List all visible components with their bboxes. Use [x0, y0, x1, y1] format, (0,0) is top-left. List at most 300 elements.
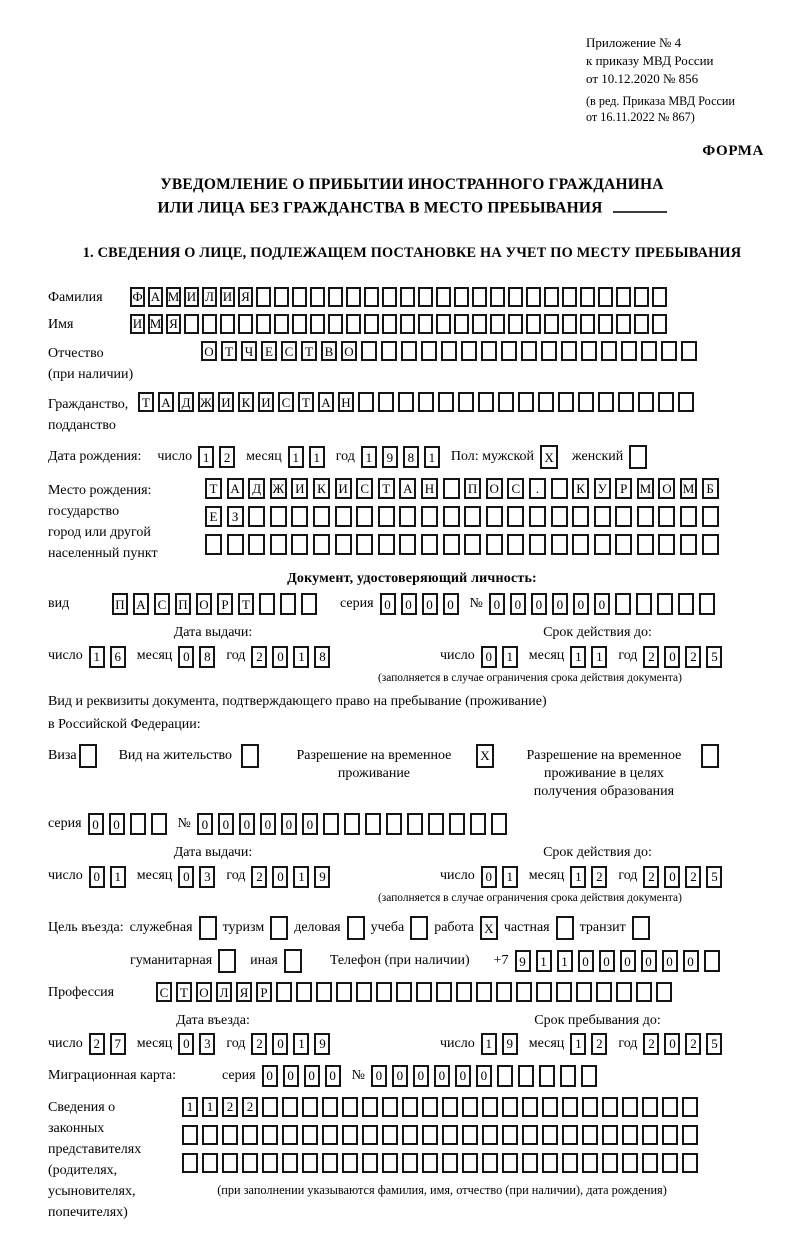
char-box[interactable]	[130, 813, 146, 835]
char-box[interactable]	[578, 392, 594, 412]
char-box[interactable]: Я	[236, 982, 252, 1002]
char-box[interactable]	[282, 1125, 298, 1145]
char-box[interactable]	[638, 392, 654, 412]
char-box[interactable]: 0	[664, 1033, 680, 1055]
char-box[interactable]: И	[291, 478, 308, 499]
char-box[interactable]: 0	[489, 593, 505, 615]
char-box[interactable]: 0	[620, 950, 636, 972]
char-box[interactable]: 9	[314, 1033, 330, 1055]
char-box[interactable]	[443, 506, 460, 527]
char-box[interactable]	[381, 341, 397, 361]
char-box[interactable]	[538, 392, 554, 412]
purpose-commercial-checkbox[interactable]	[347, 916, 365, 940]
char-box[interactable]: И	[335, 478, 352, 499]
char-box[interactable]: 0	[422, 593, 438, 615]
char-box[interactable]: 1	[570, 646, 586, 668]
char-box[interactable]	[572, 534, 589, 555]
char-box[interactable]	[256, 287, 271, 307]
char-box[interactable]	[581, 1065, 597, 1087]
purpose-tourism-checkbox[interactable]	[270, 916, 288, 940]
char-box[interactable]	[498, 392, 514, 412]
char-box[interactable]	[220, 314, 235, 334]
char-box[interactable]	[551, 506, 568, 527]
char-box[interactable]: 3	[199, 1033, 215, 1055]
char-box[interactable]	[516, 982, 532, 1002]
char-box[interactable]	[642, 1097, 658, 1117]
char-box[interactable]: Т	[298, 392, 314, 412]
residence-number-boxes[interactable]	[197, 813, 512, 835]
char-box[interactable]	[634, 314, 649, 334]
char-box[interactable]: К	[313, 478, 330, 499]
birthplace-row2[interactable]	[205, 506, 723, 527]
char-box[interactable]: А	[158, 392, 174, 412]
valid-year-boxes[interactable]	[643, 866, 727, 888]
char-box[interactable]	[356, 506, 373, 527]
char-box[interactable]: 0	[664, 866, 680, 888]
char-box[interactable]	[662, 1097, 678, 1117]
char-box[interactable]: 1	[570, 866, 586, 888]
char-box[interactable]: 0	[380, 593, 396, 615]
char-box[interactable]	[205, 534, 222, 555]
char-box[interactable]	[652, 314, 667, 334]
char-box[interactable]	[421, 506, 438, 527]
char-box[interactable]	[361, 341, 377, 361]
char-box[interactable]: Ч	[241, 341, 257, 361]
char-box[interactable]	[436, 314, 451, 334]
char-box[interactable]	[701, 744, 719, 768]
entry-year-boxes[interactable]	[251, 1033, 335, 1055]
char-box[interactable]: Т	[176, 982, 192, 1002]
char-box[interactable]: М	[166, 287, 181, 307]
char-box[interactable]	[621, 341, 637, 361]
char-box[interactable]	[382, 1097, 398, 1117]
char-box[interactable]: С	[356, 478, 373, 499]
char-box[interactable]	[296, 982, 312, 1002]
char-box[interactable]	[522, 1097, 538, 1117]
char-box[interactable]	[637, 506, 654, 527]
char-box[interactable]: 1	[557, 950, 573, 972]
char-box[interactable]: 0	[371, 1065, 387, 1087]
char-box[interactable]: О	[196, 982, 212, 1002]
char-box[interactable]: 1	[182, 1097, 198, 1117]
birth-day-boxes[interactable]	[198, 446, 240, 468]
char-box[interactable]: 8	[403, 446, 419, 468]
char-box[interactable]	[382, 1125, 398, 1145]
char-box[interactable]	[274, 287, 289, 307]
char-box[interactable]: 0	[641, 950, 657, 972]
char-box[interactable]	[561, 341, 577, 361]
char-box[interactable]: Т	[378, 478, 395, 499]
char-box[interactable]	[291, 534, 308, 555]
char-box[interactable]: 0	[239, 813, 255, 835]
char-box[interactable]	[657, 593, 673, 615]
char-box[interactable]: 0	[434, 1065, 450, 1087]
char-box[interactable]	[482, 1125, 498, 1145]
char-box[interactable]	[328, 314, 343, 334]
char-box[interactable]	[182, 1125, 198, 1145]
char-box[interactable]: 0	[476, 1065, 492, 1087]
char-box[interactable]: Р	[615, 478, 632, 499]
char-box[interactable]: Т	[221, 341, 237, 361]
char-box[interactable]: 0	[272, 866, 288, 888]
char-box[interactable]: 0	[481, 866, 497, 888]
char-box[interactable]	[472, 287, 487, 307]
char-box[interactable]	[704, 950, 720, 972]
char-box[interactable]	[291, 506, 308, 527]
char-box[interactable]: 8	[314, 646, 330, 668]
char-box[interactable]	[508, 287, 523, 307]
char-box[interactable]	[602, 1125, 618, 1145]
valid-month-boxes[interactable]	[570, 866, 612, 888]
char-box[interactable]: Т	[301, 341, 317, 361]
char-box[interactable]	[522, 1125, 538, 1145]
char-box[interactable]	[582, 1125, 598, 1145]
birth-month-boxes[interactable]	[288, 446, 330, 468]
char-box[interactable]	[222, 1125, 238, 1145]
char-box[interactable]: Ж	[270, 478, 287, 499]
char-box[interactable]	[507, 534, 524, 555]
char-box[interactable]	[551, 478, 568, 499]
char-box[interactable]: 0	[178, 1033, 194, 1055]
char-box[interactable]	[346, 287, 361, 307]
char-box[interactable]: 2	[89, 1033, 105, 1055]
char-box[interactable]	[184, 314, 199, 334]
char-box[interactable]: С	[156, 982, 172, 1002]
char-box[interactable]: .	[529, 478, 546, 499]
char-box[interactable]: У	[594, 478, 611, 499]
char-box[interactable]	[301, 593, 317, 615]
char-box[interactable]	[502, 1097, 518, 1117]
char-box[interactable]: К	[572, 478, 589, 499]
profession-boxes[interactable]	[156, 982, 676, 1002]
char-box[interactable]	[661, 341, 677, 361]
char-box[interactable]	[702, 506, 719, 527]
char-box[interactable]: Я	[166, 314, 181, 334]
char-box[interactable]	[310, 314, 325, 334]
char-box[interactable]	[398, 392, 414, 412]
representatives-row2[interactable]	[182, 1125, 702, 1145]
char-box[interactable]	[536, 982, 552, 1002]
char-box[interactable]	[637, 534, 654, 555]
char-box[interactable]	[241, 744, 259, 768]
char-box[interactable]: 0	[197, 813, 213, 835]
char-box[interactable]	[364, 314, 379, 334]
char-box[interactable]: 0	[664, 646, 680, 668]
char-box[interactable]: 0	[88, 813, 104, 835]
char-box[interactable]	[481, 341, 497, 361]
residence-series-boxes[interactable]	[88, 813, 172, 835]
char-box[interactable]	[402, 1125, 418, 1145]
char-box[interactable]: 1	[202, 1097, 218, 1117]
char-box[interactable]	[542, 1097, 558, 1117]
char-box[interactable]	[508, 314, 523, 334]
char-box[interactable]: 9	[382, 446, 398, 468]
sex-female-checkbox[interactable]	[629, 445, 647, 469]
char-box[interactable]: Б	[702, 478, 719, 499]
char-box[interactable]: 0	[599, 950, 615, 972]
char-box[interactable]: И	[130, 314, 145, 334]
char-box[interactable]	[622, 1125, 638, 1145]
char-box[interactable]	[378, 534, 395, 555]
sex-male-checkbox[interactable]	[540, 445, 558, 469]
char-box[interactable]	[313, 534, 330, 555]
char-box[interactable]	[322, 1097, 338, 1117]
char-box[interactable]	[401, 341, 417, 361]
char-box[interactable]	[562, 1097, 578, 1117]
doc-series-boxes[interactable]	[380, 593, 464, 615]
char-box[interactable]	[556, 982, 572, 1002]
issue-day-boxes[interactable]	[89, 646, 131, 668]
char-box[interactable]: 8	[199, 646, 215, 668]
char-box[interactable]	[328, 287, 343, 307]
char-box[interactable]	[478, 392, 494, 412]
char-box[interactable]: 0	[281, 813, 297, 835]
char-box[interactable]: 0	[392, 1065, 408, 1087]
char-box[interactable]	[622, 1097, 638, 1117]
temp-residence-education-checkbox[interactable]	[701, 744, 719, 768]
char-box[interactable]	[356, 982, 372, 1002]
char-box[interactable]: А	[148, 287, 163, 307]
char-box[interactable]	[616, 287, 631, 307]
char-box[interactable]	[441, 341, 457, 361]
char-box[interactable]	[282, 1097, 298, 1117]
char-box[interactable]: X	[476, 744, 494, 768]
char-box[interactable]	[416, 982, 432, 1002]
char-box[interactable]	[542, 1125, 558, 1145]
entry-month-boxes[interactable]	[178, 1033, 220, 1055]
purpose-humanitarian-checkbox[interactable]	[218, 949, 236, 973]
char-box[interactable]	[496, 982, 512, 1002]
purpose-other-checkbox[interactable]	[284, 949, 302, 973]
char-box[interactable]	[342, 1125, 358, 1145]
char-box[interactable]	[302, 1125, 318, 1145]
char-box[interactable]	[539, 1065, 555, 1087]
char-box[interactable]	[560, 1065, 576, 1087]
char-box[interactable]: 0	[413, 1065, 429, 1087]
char-box[interactable]: Д	[178, 392, 194, 412]
char-box[interactable]	[442, 1097, 458, 1117]
char-box[interactable]: 0	[401, 593, 417, 615]
char-box[interactable]	[594, 534, 611, 555]
char-box[interactable]: Р	[256, 982, 272, 1002]
char-box[interactable]	[462, 1097, 478, 1117]
char-box[interactable]: 0	[481, 646, 497, 668]
char-box[interactable]	[259, 593, 275, 615]
char-box[interactable]	[396, 982, 412, 1002]
char-box[interactable]	[615, 593, 631, 615]
char-box[interactable]	[486, 534, 503, 555]
char-box[interactable]: 2	[219, 446, 235, 468]
char-box[interactable]	[356, 534, 373, 555]
char-box[interactable]: 2	[222, 1097, 238, 1117]
char-box[interactable]: И	[220, 287, 235, 307]
char-box[interactable]: 2	[242, 1097, 258, 1117]
issue-month-boxes[interactable]	[178, 646, 220, 668]
char-box[interactable]	[526, 287, 541, 307]
char-box[interactable]: 2	[685, 866, 701, 888]
char-box[interactable]: О	[341, 341, 357, 361]
char-box[interactable]	[376, 982, 392, 1002]
char-box[interactable]: Т	[205, 478, 222, 499]
char-box[interactable]: 1	[288, 446, 304, 468]
char-box[interactable]: 5	[706, 866, 722, 888]
valid-day-boxes[interactable]	[481, 646, 523, 668]
char-box[interactable]: 1	[502, 866, 518, 888]
char-box[interactable]: Д	[248, 478, 265, 499]
entry-day-boxes[interactable]	[89, 1033, 131, 1055]
char-box[interactable]	[598, 287, 613, 307]
char-box[interactable]: С	[154, 593, 170, 615]
char-box[interactable]	[529, 534, 546, 555]
char-box[interactable]	[556, 916, 574, 940]
char-box[interactable]: 2	[685, 1033, 701, 1055]
char-box[interactable]: С	[507, 478, 524, 499]
char-box[interactable]: Я	[238, 287, 253, 307]
char-box[interactable]	[151, 813, 167, 835]
char-box[interactable]: Т	[138, 392, 154, 412]
char-box[interactable]	[238, 314, 253, 334]
char-box[interactable]: 0	[272, 1033, 288, 1055]
purpose-study-checkbox[interactable]	[410, 916, 428, 940]
purpose-business-checkbox[interactable]	[199, 916, 217, 940]
char-box[interactable]: П	[112, 593, 128, 615]
char-box[interactable]: М	[148, 314, 163, 334]
stay-year-boxes[interactable]	[643, 1033, 727, 1055]
purpose-transit-checkbox[interactable]	[632, 916, 650, 940]
char-box[interactable]: X	[540, 445, 558, 469]
visa-checkbox[interactable]	[79, 744, 97, 768]
char-box[interactable]	[594, 506, 611, 527]
char-box[interactable]	[262, 1097, 278, 1117]
char-box[interactable]: 2	[591, 1033, 607, 1055]
char-box[interactable]	[464, 534, 481, 555]
char-box[interactable]	[454, 314, 469, 334]
char-box[interactable]	[491, 813, 507, 835]
char-box[interactable]	[418, 392, 434, 412]
firstname-boxes[interactable]	[130, 314, 670, 334]
char-box[interactable]: 0	[218, 813, 234, 835]
char-box[interactable]	[497, 1065, 513, 1087]
char-box[interactable]	[678, 593, 694, 615]
char-box[interactable]: 0	[325, 1065, 341, 1087]
char-box[interactable]	[616, 314, 631, 334]
char-box[interactable]: О	[196, 593, 212, 615]
char-box[interactable]: И	[258, 392, 274, 412]
char-box[interactable]	[421, 534, 438, 555]
char-box[interactable]	[601, 341, 617, 361]
char-box[interactable]: А	[133, 593, 149, 615]
char-box[interactable]	[292, 287, 307, 307]
char-box[interactable]: 1	[481, 1033, 497, 1055]
birth-year-boxes[interactable]	[361, 446, 445, 468]
char-box[interactable]	[335, 534, 352, 555]
char-box[interactable]	[682, 1125, 698, 1145]
char-box[interactable]	[558, 392, 574, 412]
char-box[interactable]	[456, 982, 472, 1002]
char-box[interactable]	[632, 916, 650, 940]
birthplace-row3[interactable]	[205, 534, 723, 555]
char-box[interactable]: 1	[110, 866, 126, 888]
char-box[interactable]	[562, 1125, 578, 1145]
char-box[interactable]	[399, 534, 416, 555]
char-box[interactable]	[502, 1125, 518, 1145]
char-box[interactable]	[79, 744, 97, 768]
char-box[interactable]	[562, 314, 577, 334]
patronymic-boxes[interactable]	[201, 341, 701, 361]
char-box[interactable]: 6	[110, 646, 126, 668]
char-box[interactable]	[227, 534, 244, 555]
char-box[interactable]	[662, 1125, 678, 1145]
char-box[interactable]	[544, 287, 559, 307]
char-box[interactable]: 5	[706, 646, 722, 668]
char-box[interactable]	[410, 916, 428, 940]
char-box[interactable]	[680, 534, 697, 555]
char-box[interactable]: 2	[643, 646, 659, 668]
residence-permit-checkbox[interactable]	[241, 744, 259, 768]
char-box[interactable]	[576, 982, 592, 1002]
birthplace-row1[interactable]	[205, 478, 723, 499]
issue-year-boxes[interactable]	[251, 646, 335, 668]
char-box[interactable]	[364, 287, 379, 307]
char-box[interactable]: 0	[178, 866, 194, 888]
char-box[interactable]	[400, 287, 415, 307]
char-box[interactable]	[202, 314, 217, 334]
char-box[interactable]	[399, 506, 416, 527]
char-box[interactable]	[681, 341, 697, 361]
char-box[interactable]	[486, 506, 503, 527]
char-box[interactable]	[472, 314, 487, 334]
char-box[interactable]	[302, 1097, 318, 1117]
char-box[interactable]: 0	[578, 950, 594, 972]
char-box[interactable]	[313, 506, 330, 527]
char-box[interactable]	[262, 1125, 278, 1145]
char-box[interactable]	[443, 534, 460, 555]
char-box[interactable]	[462, 1125, 478, 1145]
char-box[interactable]	[580, 314, 595, 334]
phone-boxes[interactable]	[515, 950, 725, 972]
char-box[interactable]	[382, 287, 397, 307]
char-box[interactable]: 0	[573, 593, 589, 615]
char-box[interactable]	[400, 314, 415, 334]
char-box[interactable]	[347, 916, 365, 940]
char-box[interactable]	[280, 593, 296, 615]
char-box[interactable]	[518, 1065, 534, 1087]
char-box[interactable]	[436, 982, 452, 1002]
char-box[interactable]: И	[184, 287, 199, 307]
char-box[interactable]	[680, 506, 697, 527]
char-box[interactable]: 1	[293, 866, 309, 888]
char-box[interactable]	[382, 314, 397, 334]
char-box[interactable]: А	[318, 392, 334, 412]
char-box[interactable]: 0	[302, 813, 318, 835]
char-box[interactable]: 1	[424, 446, 440, 468]
char-box[interactable]	[529, 506, 546, 527]
char-box[interactable]: И	[218, 392, 234, 412]
char-box[interactable]	[323, 813, 339, 835]
char-box[interactable]: 0	[272, 646, 288, 668]
char-box[interactable]: 2	[251, 646, 267, 668]
char-box[interactable]	[242, 1125, 258, 1145]
char-box[interactable]	[521, 341, 537, 361]
valid-year-boxes[interactable]	[643, 646, 727, 668]
char-box[interactable]	[678, 392, 694, 412]
char-box[interactable]	[461, 341, 477, 361]
char-box[interactable]	[518, 392, 534, 412]
char-box[interactable]	[362, 1125, 378, 1145]
char-box[interactable]: 1	[293, 1033, 309, 1055]
stay-month-boxes[interactable]	[570, 1033, 612, 1055]
char-box[interactable]: 9	[314, 866, 330, 888]
